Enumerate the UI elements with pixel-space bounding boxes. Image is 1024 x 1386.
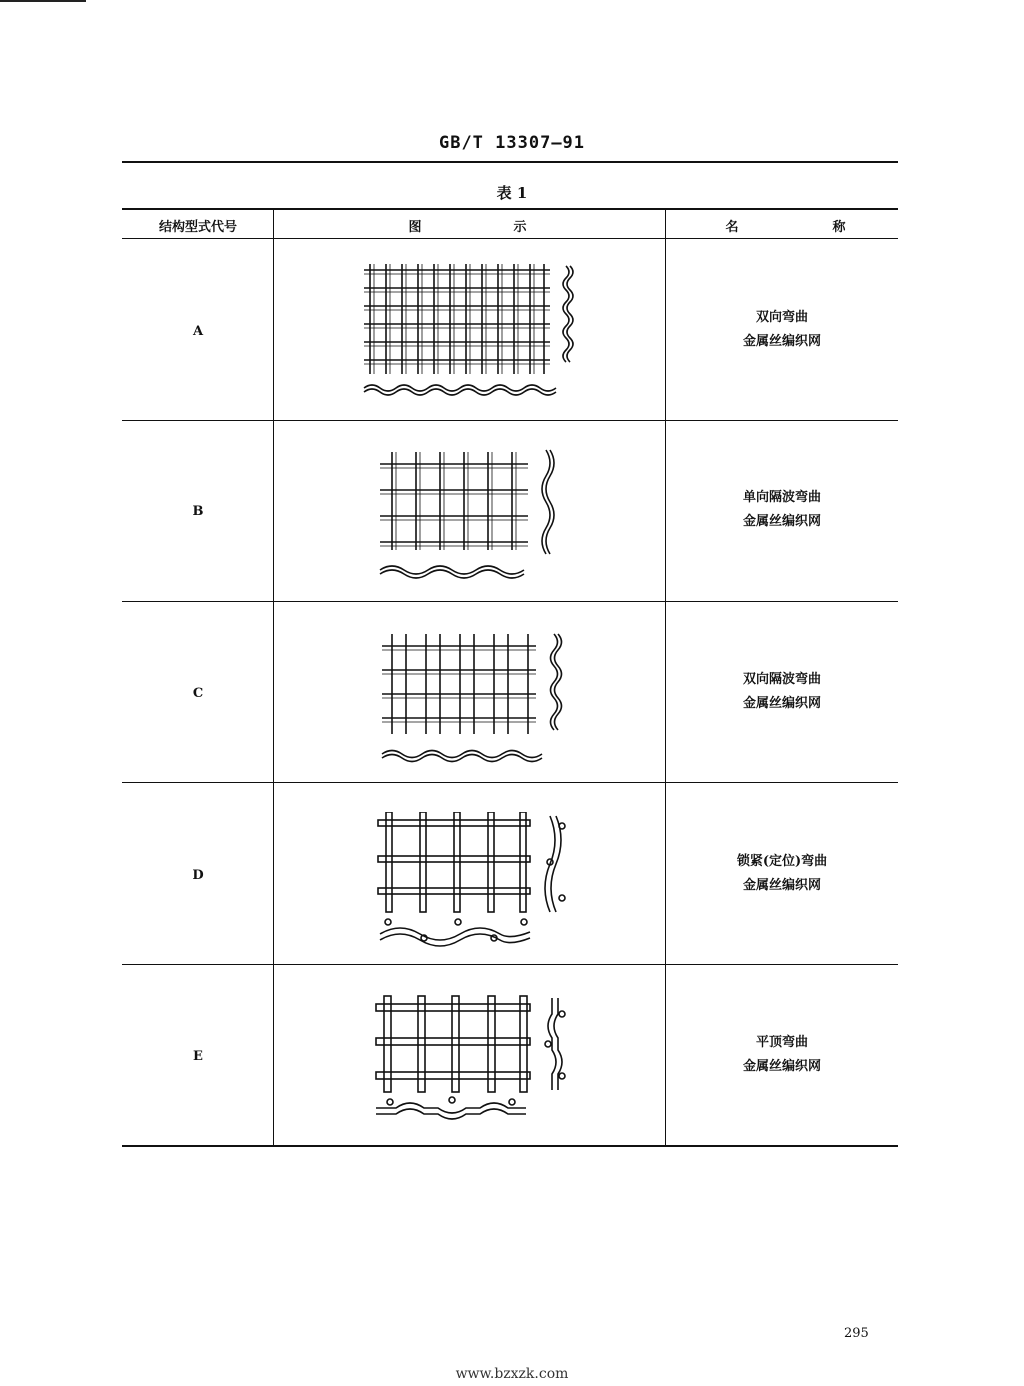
row-name-d bbox=[666, 850, 898, 898]
table-caption: 表 1 bbox=[496, 184, 528, 202]
header-name-left: 名 bbox=[725, 220, 739, 235]
row-name-b bbox=[666, 486, 898, 534]
header-name-right: 称 bbox=[832, 220, 846, 235]
footer-watermark: www.bzxzk.com bbox=[455, 1366, 569, 1382]
mesh-diagram-c bbox=[378, 630, 578, 765]
table-bottom-rule bbox=[122, 1145, 898, 1147]
standard-header: GB/T 13307—91 bbox=[438, 133, 586, 153]
row-code-a: A bbox=[192, 324, 204, 339]
name-line: 金属丝编织网 bbox=[742, 878, 821, 893]
mesh-diagram-a bbox=[360, 258, 580, 403]
row-name-a bbox=[666, 306, 898, 354]
row-code-e: E bbox=[193, 1049, 203, 1064]
header-illustration-right: 示 bbox=[513, 220, 527, 235]
row-code-b: B bbox=[192, 504, 204, 519]
mesh-diagram-b bbox=[378, 444, 568, 579]
name-line: 金属丝编织网 bbox=[742, 1059, 821, 1074]
name-line: 金属丝编织网 bbox=[742, 334, 821, 349]
header-rule bbox=[122, 161, 898, 163]
scan-artifact bbox=[0, 0, 86, 2]
column-divider bbox=[273, 208, 274, 1147]
header-illustration-left: 图 bbox=[408, 220, 422, 235]
row-name-e bbox=[666, 1031, 898, 1079]
page-number: 295 bbox=[844, 1326, 869, 1341]
mesh-diagram-e bbox=[372, 994, 572, 1122]
row-name-c bbox=[666, 668, 898, 716]
row-code-c: C bbox=[192, 686, 204, 701]
row-divider bbox=[122, 420, 898, 421]
header-bottom-rule bbox=[122, 238, 898, 239]
row-divider bbox=[122, 964, 898, 965]
row-divider bbox=[122, 601, 898, 602]
name-line: 单向隔波弯曲 bbox=[742, 490, 821, 505]
table-top-rule bbox=[122, 208, 898, 210]
name-line: 双向弯曲 bbox=[755, 310, 808, 325]
row-code-d: D bbox=[192, 868, 204, 883]
row-divider bbox=[122, 782, 898, 783]
name-line: 金属丝编织网 bbox=[742, 514, 821, 529]
name-line: 金属丝编织网 bbox=[742, 696, 821, 711]
name-line: 平顶弯曲 bbox=[755, 1035, 808, 1050]
mesh-diagram-d bbox=[374, 812, 574, 947]
name-line: 双向隔波弯曲 bbox=[742, 672, 821, 687]
header-code: 结构型式代号 bbox=[158, 220, 237, 235]
name-line: 锁紧(定位)弯曲 bbox=[736, 854, 828, 869]
